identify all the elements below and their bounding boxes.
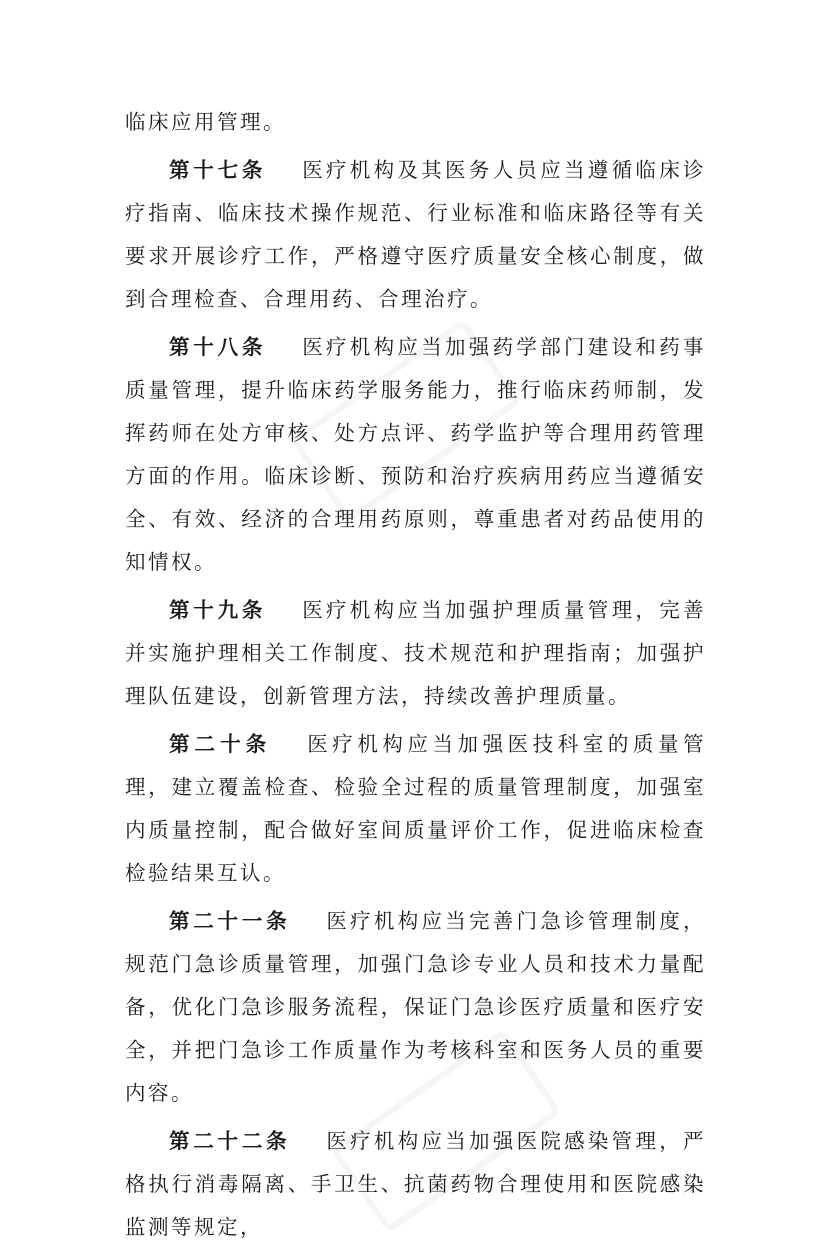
article-text: 医疗机构应当加强药学部门建设和药事质量管理，提升临床药学服务能力，推行临床药师制，发挥药师在处方审核、处方点评、药学监护等合理用药管理方面的作用。临床诊断、预防和治疗疾病用药应当遵循安全、有效、经济的合理用药原则，尊重患者对药品使用的知情权。 xyxy=(125,335,707,574)
article-19 xyxy=(125,589,706,718)
article-text: 医疗机构应当加强医技科室的质量管理，建立覆盖检查、检验全过程的质量管理制度，加强室内质量控制，配合做好室间质量评价工作，促进临床检查检验结果互认。 xyxy=(125,732,707,885)
article-20 xyxy=(125,723,706,895)
article-22 xyxy=(125,1120,706,1249)
intro-line: 临床应用管理。 xyxy=(125,110,286,134)
article-number: 第十七条 xyxy=(169,158,267,182)
article-number: 第十八条 xyxy=(169,335,267,359)
article-number: 第十九条 xyxy=(169,598,267,622)
article-text: 医疗机构应当加强医院感染管理，严格执行消毒隔离、手卫生、抗菌药物合理使用和医院感染监测等规定， xyxy=(125,1129,706,1239)
document-body xyxy=(125,101,706,1249)
article-text: 医疗机构应当加强护理质量管理，完善并实施护理相关工作制度、技术规范和护理指南；加强护理队伍建设，创新管理方法，持续改善护理质量。 xyxy=(125,598,707,708)
article-number: 第二十二条 xyxy=(169,1129,291,1153)
article-18 xyxy=(125,326,706,584)
article-17 xyxy=(125,149,706,321)
article-text: 医疗机构及其医务人员应当遵循临床诊疗指南、临床技术操作规范、行业标准和临床路径等有关要求开展诊疗工作，严格遵守医疗质量安全核心制度，做到合理检查、合理用药、合理治疗。 xyxy=(125,158,707,311)
article-text: 医疗机构应当完善门急诊管理制度，规范门急诊质量管理，加强门急诊专业人员和技术力量配备，优化门急诊服务流程，保证门急诊医疗质量和医疗安全，并把门急诊工作质量作为考核科室和医务人员的重要内容。 xyxy=(125,909,706,1105)
article-number: 第二十条 xyxy=(169,732,272,756)
article-number: 第二十一条 xyxy=(169,909,291,933)
article-21 xyxy=(125,900,706,1115)
